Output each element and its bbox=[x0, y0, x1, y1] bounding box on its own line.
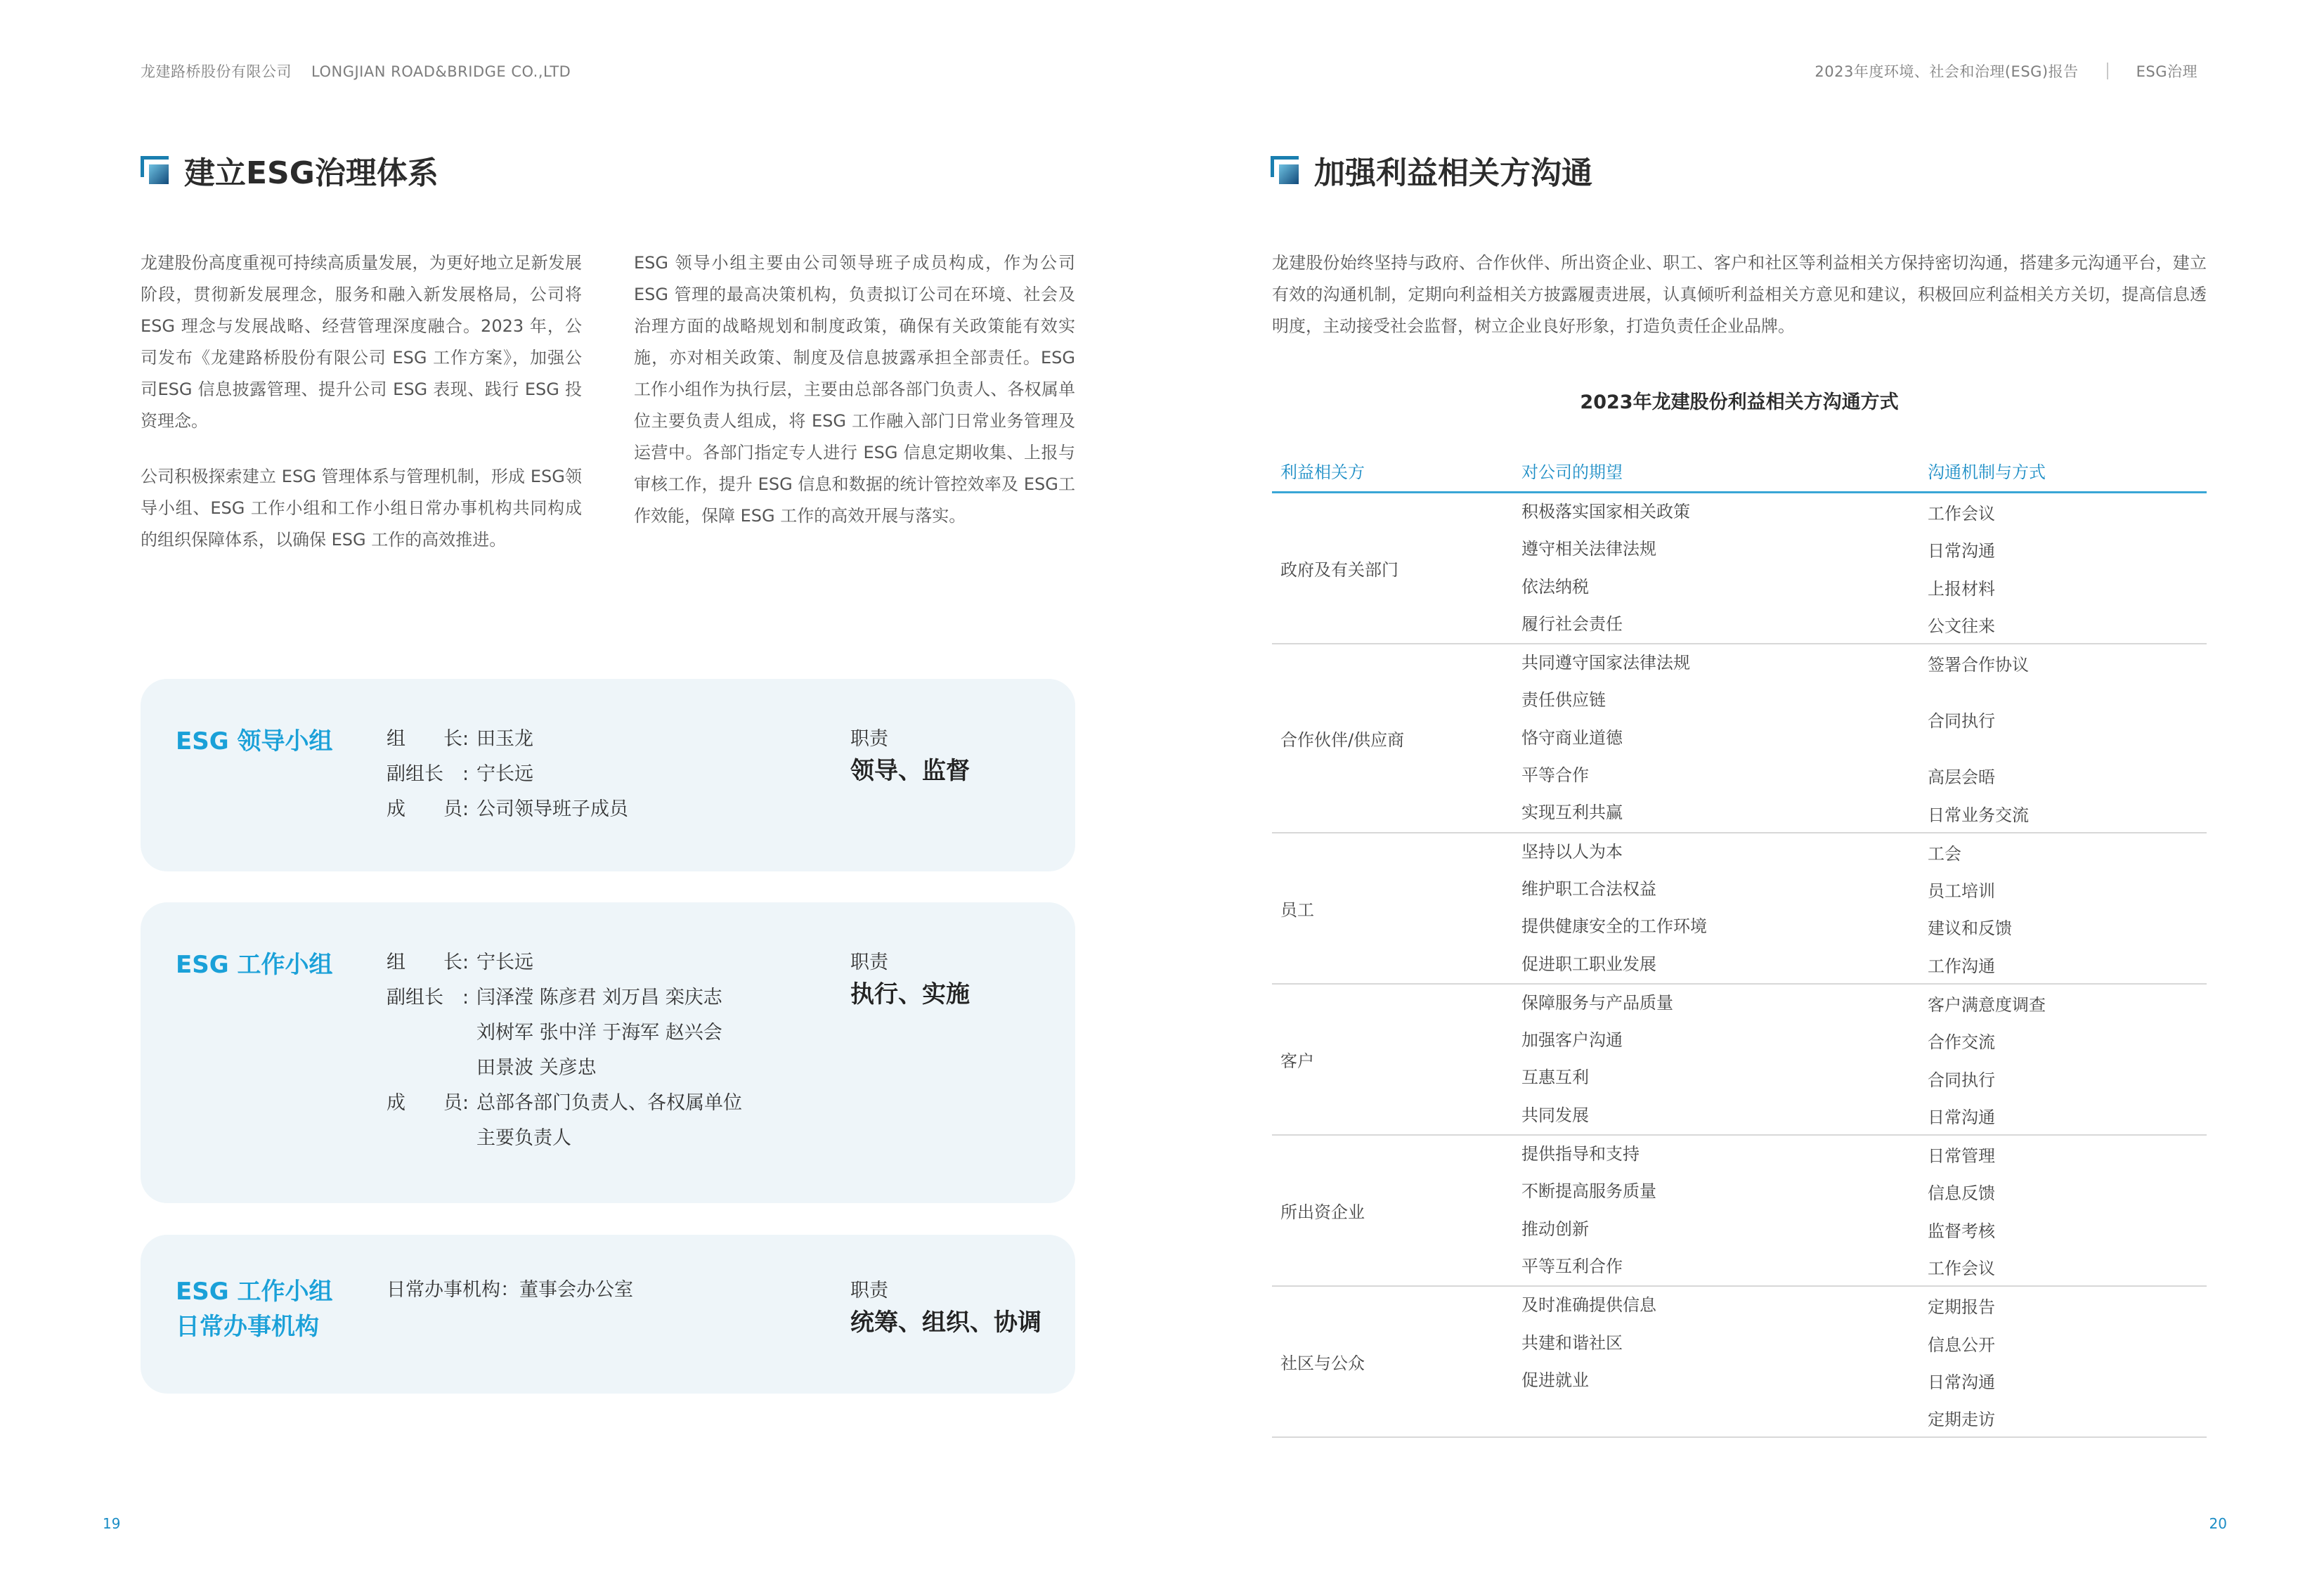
right-paragraph: 龙建股份始终坚持与政府、合作伙伴、所出资企业、职工、客户和社区等利益相关方保持密切沟通，搭建多元沟通平台，建立有效的沟通机制，定期向利益相关方披露履责进展，认真倾听利益相关方意见和建议，积极回应利益相关方关切，提高信息透明度，主动接受社会监督，树立企业良好形象，打造负责任企业品牌。 bbox=[1272, 253, 2207, 336]
expectation-cell: 责任供应链 bbox=[1521, 690, 1606, 710]
method-cell: 合同执行 bbox=[1928, 1070, 1995, 1090]
expectation-cell: 推动创新 bbox=[1521, 1219, 1589, 1239]
method-cell: 日常沟通 bbox=[1928, 1372, 1995, 1392]
section-bullet-icon bbox=[141, 156, 169, 184]
method-cell: 信息公开 bbox=[1928, 1335, 1995, 1355]
expectation-cell: 实现互利共赢 bbox=[1521, 803, 1623, 823]
method-cell: 客户满意度调查 bbox=[1928, 995, 2046, 1015]
member-row: 刘树军 张中洋 于海军 赵兴会 bbox=[476, 1022, 722, 1044]
header-right bbox=[1815, 60, 2198, 82]
duty-value: 领导、监督 bbox=[850, 757, 970, 785]
method-cell: 合作交流 bbox=[1928, 1032, 1995, 1053]
expectation-cell: 恪守商业道德 bbox=[1521, 727, 1623, 748]
member-row: 田景波 关彦忠 bbox=[476, 1057, 597, 1079]
card-title: ESG 领导小组 bbox=[176, 727, 333, 755]
member-row: 副组长 : 宁长远 bbox=[387, 763, 533, 785]
duty-value: 执行、实施 bbox=[850, 980, 970, 1008]
method-cell: 定期走访 bbox=[1928, 1410, 1995, 1430]
stakeholder-table bbox=[1272, 450, 2207, 1438]
stakeholder-name: 合作伙伴/供应商 bbox=[1280, 729, 1405, 750]
stakeholder-name: 所出资企业 bbox=[1280, 1202, 1365, 1223]
method-cell: 建议和反馈 bbox=[1928, 919, 2012, 939]
expectation-cell: 坚持以人为本 bbox=[1521, 841, 1623, 862]
method-cell: 工会 bbox=[1928, 843, 1961, 864]
method-cell: 定期报告 bbox=[1928, 1297, 1995, 1318]
stakeholder-name: 员工 bbox=[1280, 900, 1314, 920]
expectation-cell: 加强客户沟通 bbox=[1521, 1030, 1623, 1051]
table-title: 2023年龙建股份利益相关方沟通方式 bbox=[1580, 391, 1899, 413]
method-cell: 合同执行 bbox=[1928, 711, 1995, 732]
expectation-cell: 共同遵守国家法律法规 bbox=[1521, 653, 1690, 673]
member-row: 主要负责人 bbox=[476, 1127, 571, 1149]
stakeholder-name: 客户 bbox=[1280, 1051, 1314, 1071]
expectation-cell: 提供健康安全的工作环境 bbox=[1521, 916, 1707, 937]
method-cell: 签署合作协议 bbox=[1928, 655, 2029, 675]
column-header: 对公司的期望 bbox=[1521, 462, 1623, 482]
expectation-cell: 维护职工合法权益 bbox=[1521, 878, 1656, 899]
duty-value: 统筹、组织、协调 bbox=[850, 1309, 1041, 1337]
stakeholder-name: 社区与公众 bbox=[1280, 1354, 1365, 1374]
method-cell: 工作会议 bbox=[1928, 1259, 1995, 1279]
right-section-title: 加强利益相关方沟通 bbox=[1314, 155, 1592, 191]
left-paragraph-3: ESG 领导小组主要由公司领导班子成员构成，作为公司ESG 管理的最高决策机构，负责拟订公司在环境、社会及治理方面的战略规划和制度政策，确保有关政策能有效实施，亦对相关政策、制度及信息披露承担全部责任。ESG 工作小组作为执行层，主要由总部各部门负责人、各权属单位主要负责人组成，将 ESG 工作融入部门日常业务管理及运营中。各部门指定专人进行 ESG 信息定期收集、上报与审核工作，提升 ESG 信息和数据的统计管控效率及 ESG工作效能，保障 ESG 工作的高效开展与落实。 bbox=[634, 253, 1075, 526]
expectation-cell: 依法纳税 bbox=[1521, 576, 1589, 597]
expectation-cell: 平等互利合作 bbox=[1521, 1256, 1623, 1276]
header-divider bbox=[2107, 63, 2108, 79]
page-number-left: 19 bbox=[103, 1515, 121, 1532]
left-section-title: 建立ESG治理体系 bbox=[184, 155, 439, 191]
method-cell: 工作会议 bbox=[1928, 504, 1995, 524]
table-row-group bbox=[1272, 1287, 2207, 1438]
column-header: 利益相关方 bbox=[1280, 462, 1365, 482]
column-header: 沟通机制与方式 bbox=[1928, 462, 2046, 482]
table-body bbox=[1272, 493, 2207, 1438]
company-name-cn: 龙建路桥股份有限公司 bbox=[141, 63, 292, 80]
method-cell: 日常沟通 bbox=[1928, 541, 1995, 562]
expectation-cell: 平等合作 bbox=[1521, 765, 1589, 786]
member-row: 成 员 : 公司领导班子成员 bbox=[387, 798, 628, 820]
method-cell: 监督考核 bbox=[1928, 1221, 1995, 1241]
expectation-cell: 提供指导和支持 bbox=[1521, 1144, 1640, 1164]
right-section-heading bbox=[1271, 148, 1592, 193]
member-row: 副组长 : 闫泽滢 陈彦君 刘万昌 栾庆志 bbox=[387, 987, 722, 1008]
card-title: ESG 工作小组 日常办事机构 bbox=[176, 1278, 333, 1341]
table-row-group bbox=[1272, 644, 2207, 833]
card-plain-text: 日常办事机构：董事会办公室 bbox=[387, 1279, 633, 1301]
card-duty: 职责 领导、监督 bbox=[850, 725, 970, 788]
expectation-cell: 及时准确提供信息 bbox=[1521, 1295, 1656, 1316]
method-cell: 日常业务交流 bbox=[1928, 805, 2029, 825]
member-row: 成 员 : 总部各部门负责人、各权属单位 bbox=[387, 1092, 742, 1114]
section-bullet-icon bbox=[1271, 156, 1299, 184]
method-cell: 工作沟通 bbox=[1928, 956, 1995, 976]
member-row: 组 长 : 宁长远 bbox=[387, 952, 533, 973]
left-section-heading bbox=[141, 148, 439, 193]
card-duty: 职责 统筹、组织、协调 bbox=[850, 1277, 1041, 1340]
method-cell: 上报材料 bbox=[1928, 578, 1995, 599]
esg-leadership-card bbox=[141, 679, 1075, 871]
expectation-cell: 共同发展 bbox=[1521, 1105, 1589, 1125]
table-header bbox=[1272, 450, 2207, 493]
expectation-cell: 保障服务与产品质量 bbox=[1521, 992, 1673, 1013]
expectation-cell: 共建和谐社区 bbox=[1521, 1332, 1623, 1353]
expectation-cell: 不断提高服务质量 bbox=[1521, 1181, 1656, 1202]
expectation-cell: 遵守相关法律法规 bbox=[1521, 539, 1656, 559]
expectation-cell: 履行社会责任 bbox=[1521, 614, 1623, 634]
expectation-cell: 促进就业 bbox=[1521, 1370, 1589, 1390]
method-cell: 公文往来 bbox=[1928, 616, 1995, 637]
section-name: ESG治理 bbox=[2136, 63, 2198, 80]
card-members bbox=[387, 722, 628, 827]
expectation-cell: 促进职工职业发展 bbox=[1521, 954, 1656, 974]
expectation-cell: 互惠互利 bbox=[1521, 1067, 1589, 1088]
stakeholder-name: 政府及有关部门 bbox=[1280, 560, 1398, 580]
left-paragraph-2: 公司积极探索建立 ESG 管理体系与管理机制，形成 ESG领导小组、ESG 工作小组和工作小组日常办事机构共同构成的组织保障体系，以确保 ESG 工作的高效推进。 bbox=[141, 467, 582, 550]
card-members bbox=[387, 945, 742, 1156]
method-cell: 信息反馈 bbox=[1928, 1183, 1995, 1204]
esg-office-card bbox=[141, 1235, 1075, 1394]
table-row-group bbox=[1272, 493, 2207, 644]
method-cell: 高层会晤 bbox=[1928, 767, 1995, 788]
table-row-group bbox=[1272, 985, 2207, 1136]
header-left bbox=[141, 60, 571, 82]
company-name-en: LONGJIAN ROAD&BRIDGE CO.,LTD bbox=[311, 63, 571, 80]
page-number-right: 20 bbox=[2209, 1515, 2227, 1532]
method-cell: 员工培训 bbox=[1928, 881, 1995, 902]
method-cell: 日常沟通 bbox=[1928, 1107, 1995, 1127]
esg-working-group-card bbox=[141, 902, 1075, 1203]
table-row-group bbox=[1272, 833, 2207, 985]
member-row: 组 长 : 田玉龙 bbox=[387, 728, 533, 750]
method-cell: 日常管理 bbox=[1928, 1146, 1995, 1167]
expectation-cell: 积极落实国家相关政策 bbox=[1521, 502, 1690, 521]
left-paragraph-1: 龙建股份高度重视可持续高质量发展，为更好地立足新发展阶段，贯彻新发展理念，服务和融入新发展格局，公司将ESG 理念与发展战略、经营管理深度融合。2023 年，公司发布《龙建路桥股份有限公司 ESG 工作方案》，加强公司ESG 信息披露管理、提升公司 ESG 表现、践行 ESG 投资理念。 bbox=[141, 253, 582, 431]
report-title: 2023年度环境、社会和治理(ESG)报告 bbox=[1815, 63, 2079, 80]
card-duty: 职责 执行、实施 bbox=[850, 949, 970, 1012]
table-row-group bbox=[1272, 1136, 2207, 1287]
card-title: ESG 工作小组 bbox=[176, 951, 333, 979]
